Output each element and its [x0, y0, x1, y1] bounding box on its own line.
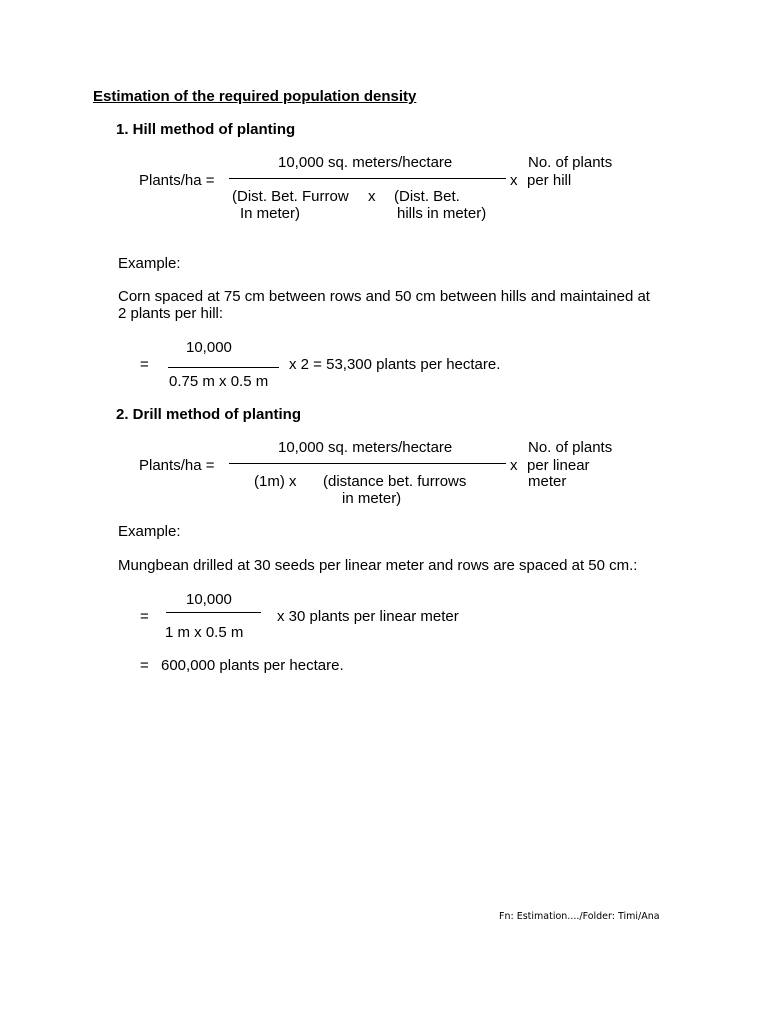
- drill-calc-equals: =: [140, 608, 149, 625]
- hill-formula-numerator: 10,000 sq. meters/hectare: [278, 154, 453, 171]
- drill-method-heading: 2. Drill method of planting: [116, 406, 301, 423]
- drill-formula-right-line3: meter: [528, 473, 567, 490]
- hill-example-label: Example:: [118, 255, 181, 272]
- drill-formula-multiply: x: [510, 457, 518, 474]
- page-title: Estimation of the required population density: [93, 88, 417, 105]
- drill-formula-numerator: 10,000 sq. meters/hectare: [278, 439, 453, 456]
- hill-method-heading: 1. Hill method of planting: [116, 121, 296, 138]
- hill-example-text-line2: 2 plants per hill:: [118, 305, 224, 322]
- drill-example-text: Mungbean drilled at 30 seeds per linear meter and rows are spaced at 50 cm.:: [118, 557, 638, 574]
- hill-denominator-multiply: x: [368, 188, 376, 205]
- hill-example-text-line1: Corn spaced at 75 cm between rows and 50 cm between hills and maintained at: [118, 288, 650, 305]
- drill-calc-denominator: 1 m x 0.5 m: [165, 624, 244, 641]
- footer-file-reference: Fn: Estimation..../Folder: Timi/Ana: [499, 911, 660, 922]
- hill-formula-lhs: Plants/ha =: [139, 172, 215, 189]
- hill-formula-right-line2: per hill: [527, 172, 572, 189]
- hill-calc-equals: =: [140, 356, 149, 373]
- drill-formula-right-line2: per linear: [527, 457, 590, 474]
- drill-denominator-width: (1m) x: [254, 473, 297, 490]
- drill-fraction-bar: [229, 463, 506, 464]
- drill-calc-result: x 30 plants per linear meter: [277, 608, 459, 625]
- drill-denominator-furrows-unit: in meter): [342, 490, 402, 507]
- hill-calc-numerator: 10,000: [186, 339, 232, 356]
- hill-calc-result: x 2 = 53,300 plants per hectare.: [289, 356, 501, 373]
- hill-denominator-furrow-unit: In meter): [240, 205, 301, 222]
- hill-denominator-furrow: (Dist. Bet. Furrow: [232, 188, 349, 205]
- drill-calc-numerator: 10,000: [186, 591, 232, 608]
- hill-fraction-bar: [229, 178, 506, 179]
- drill-final-result: 600,000 plants per hectare.: [161, 657, 344, 674]
- drill-calc-fraction-bar: [166, 612, 261, 613]
- drill-example-label: Example:: [118, 523, 181, 540]
- drill-formula-lhs: Plants/ha =: [139, 457, 215, 474]
- hill-denominator-hills: (Dist. Bet.: [394, 188, 460, 205]
- hill-formula-multiply: x: [510, 172, 518, 189]
- drill-denominator-furrows: (distance bet. furrows: [323, 473, 467, 490]
- hill-calc-fraction-bar: [168, 367, 279, 368]
- hill-denominator-hills-unit: hills in meter): [397, 205, 487, 222]
- hill-formula-right-line1: No. of plants: [528, 154, 613, 171]
- drill-final-equals: =: [140, 657, 149, 674]
- hill-calc-denominator: 0.75 m x 0.5 m: [169, 373, 269, 390]
- drill-formula-right-line1: No. of plants: [528, 439, 613, 456]
